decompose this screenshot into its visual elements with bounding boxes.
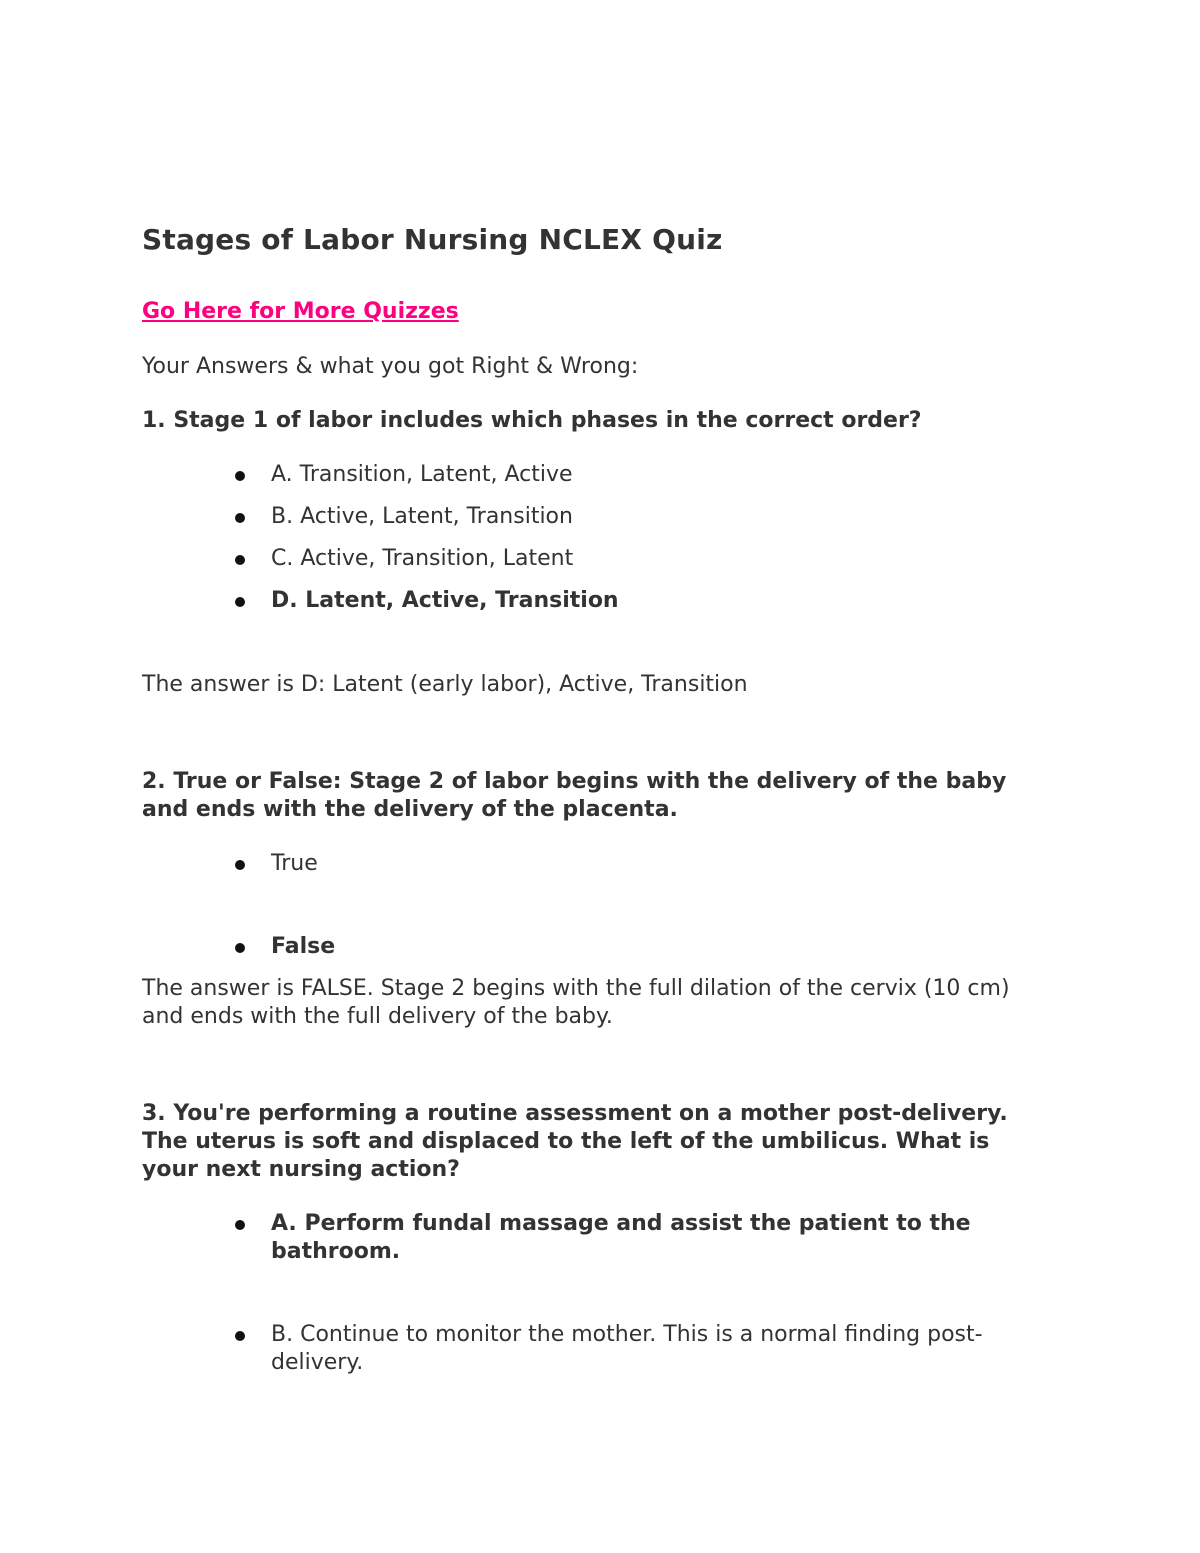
- q1-option-d-correct: D. Latent, Active, Transition: [142, 587, 1042, 615]
- question-3-options: [142, 1210, 1042, 1377]
- bullet-icon: [235, 1331, 245, 1341]
- more-quizzes-link[interactable]: Go Here for More Quizzes: [142, 299, 459, 324]
- document-page: [142, 222, 1042, 1377]
- q2-option-false-correct: False: [142, 933, 1042, 961]
- q2-answer: The answer is FALSE. Stage 2 begins with the full dilation of the cervix (10 cm) and ends with the full delivery of the baby.: [142, 976, 1010, 1029]
- q1-option-b: B. Active, Latent, Transition: [142, 503, 1042, 531]
- bullet-icon: [235, 860, 245, 870]
- question-3: 3. You're performing a routine assessment on a mother post-delivery. The uterus is soft and displaced to the left of the umbilicus. What is your next nursing action?: [142, 1101, 1008, 1182]
- question-1-options: [142, 461, 1042, 615]
- question-1: 1. Stage 1 of labor includes which phases in the correct order?: [142, 408, 922, 433]
- q1-answer: The answer is D: Latent (early labor), Active, Transition: [142, 672, 748, 697]
- bullet-icon: [235, 513, 245, 523]
- q3-option-a-correct: A. Perform fundal massage and assist the patient to the bathroom.: [142, 1210, 1042, 1266]
- question-2-options: [142, 850, 1042, 961]
- q1-option-c: C. Active, Transition, Latent: [142, 545, 1042, 573]
- page-title: Stages of Labor Nursing NCLEX Quiz: [142, 223, 723, 256]
- q3-option-b: B. Continue to monitor the mother. This is a normal finding post-delivery.: [142, 1321, 1042, 1377]
- bullet-icon: [235, 1220, 245, 1230]
- intro-text: Your Answers & what you got Right & Wrong:: [142, 354, 639, 379]
- q2-option-true: True: [142, 850, 1042, 878]
- bullet-icon: [235, 555, 245, 565]
- question-2: 2. True or False: Stage 2 of labor begins with the delivery of the baby and ends with the delivery of the placenta.: [142, 769, 1007, 822]
- bullet-icon: [235, 943, 245, 953]
- q1-option-a: A. Transition, Latent, Active: [142, 461, 1042, 489]
- bullet-icon: [235, 597, 245, 607]
- bullet-icon: [235, 471, 245, 481]
